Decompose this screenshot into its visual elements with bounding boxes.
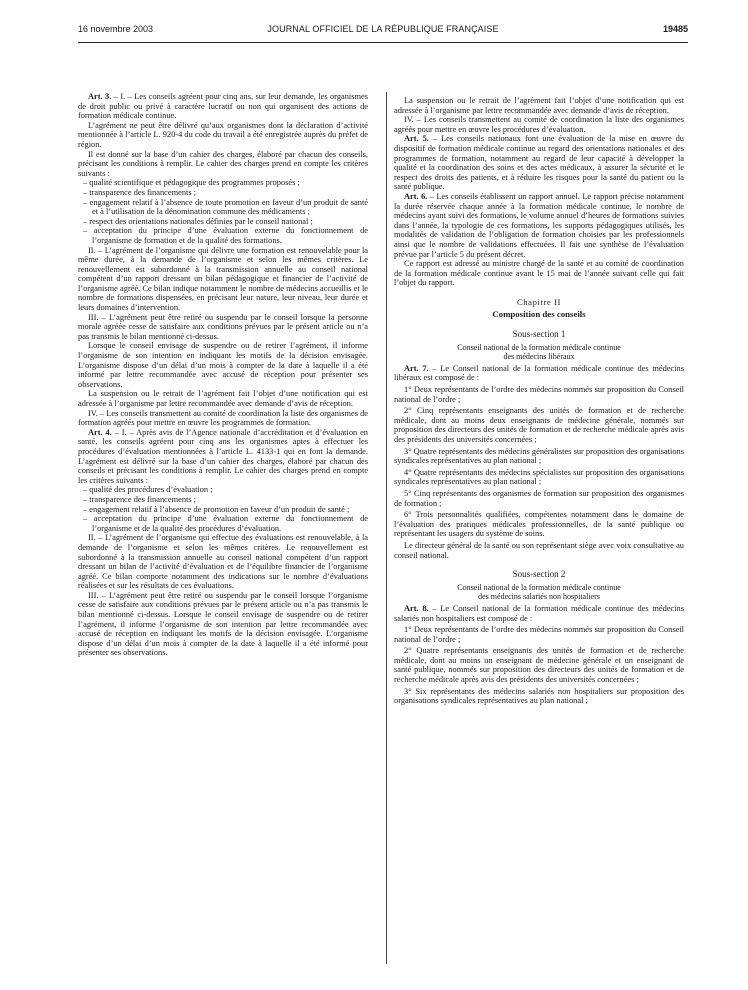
article-label: Art. 6. bbox=[404, 191, 428, 201]
list-item: 5° Cinq représentants des organismes de formation sur proposition des organismes de formation ; bbox=[394, 488, 684, 508]
paragraph-text: – Les conseils nationaux font une évaluation de la mise en œuvre du dispositif de formation médicale continue au regard des orientations nationales et des programmes de formation, notamment au regard de leur capacité à développer la qualité et la coordination des soins et des actes médicaux, à assurer la sécurité et le respect des droits des patients, et à réduire les risques pour la santé du patient ou la santé publique. bbox=[394, 134, 684, 192]
paragraph: L’agrément ne peut être délivré qu’aux organismes dont la déclaration d’activité mentionnée à l’article L. 920-4 du code du travail a été enregistrée auprès du préfet de région. bbox=[78, 120, 368, 149]
column-divider bbox=[386, 92, 387, 964]
paragraph: II. – L’agrément de l’organisme qui effectue des évaluations est renouvelable, à la demande de l’organisme et selon les mêmes critères. Le renouvellement est subordonné à la transmission annuelle au conseil national compétent d’un rapport dressant un bilan de l’activité d’évaluation et de l’équilibre financier de l’organisme agréé. Ce bilan comporte notamment des indications sur le nombre d’évaluations réalisées et sur les résultats de ces évaluations. bbox=[78, 533, 368, 591]
paragraph-text: – I. – Les conseils agréent pour cinq ans, sur leur demande, les organismes de droit public ou privé à caractère lucratif ou non qui organisent des actions de formation médicale continue. bbox=[78, 92, 368, 121]
article-label: Art. 7. bbox=[404, 363, 429, 373]
subsection-title-line: Conseil national de la formation médicale continue bbox=[457, 342, 621, 352]
paragraph: Ce rapport est adressé au ministre chargé de la santé et au comité de coordination de la formation médicale continue avant le 15 mai de l’année suivant celle qui fait l’objet du rapport. bbox=[394, 259, 684, 288]
paragraph-text: – Les conseils établissent un rapport annuel. Le rapport précise notamment la durée réservée chaque année à la formation médicale continue, le nombre de médecins ayant suivi des formations, le volume annuel d’heures de formations suivies dans l’année, la typologie de ces formations, les supports pédagogiques utilisés, les modalités de validation de l’obligation de formation choisies par les professionnels ainsi que le nombre de validations effectuées. Il fait une synthèse de l’évaluation prévue par l’article 5 du présent décret. bbox=[394, 191, 684, 259]
list-item: 1° Deux représentants de l’ordre des médecins nommés sur proposition du Conseil national de l’ordre ; bbox=[394, 625, 684, 644]
article-label: Art. 4. bbox=[88, 427, 112, 437]
subsection-title bbox=[394, 343, 684, 362]
list-item: 2° Quatre représentants enseignants des unités de formation et de recherche médicale, dont au moins un enseignant de médecine générale et un enseignant de santé publique, nommés sur proposition des directeurs des unités de formation et de recherche médicale après avis des présidents des universités concernées ; bbox=[394, 646, 684, 685]
article-5-paragraph bbox=[394, 134, 684, 192]
list-item: – respect des orientations nationales définies par le conseil national ; bbox=[83, 216, 313, 226]
criteria-list bbox=[78, 485, 368, 533]
chapter-title: Composition des conseils bbox=[492, 309, 586, 320]
list-item: – transparence des financements ; bbox=[83, 187, 197, 197]
subsection-title-line: des médecins libéraux bbox=[503, 352, 575, 362]
paragraph-text: – Le Conseil national de la formation médicale continue des médecins salariés non hospitaliers est composé de : bbox=[394, 603, 684, 623]
list-item: – acceptation du principe d’une évaluation externe du fonctionnement de l’organisme et de la qualité des procédures d’évaluation. bbox=[83, 514, 368, 533]
paragraph: Lorsque le conseil envisage de suspendre ou de retirer l’agrément, il informe l’organisme de son intention en indiquant les motifs de la décision envisagée. L’organisme dispose d’un délai d’un mois à compter de la date à laquelle il a été informé par lettre recommandée avec accusé de réception pour présenter ses observations. bbox=[78, 341, 368, 389]
paragraph: IV. – Les conseils transmettent au comité de coordination la liste des organismes agréés pour mettre en œuvre les procédures d’évaluation. bbox=[394, 115, 684, 134]
list-item: – qualité des procédures d’évaluation ; bbox=[83, 485, 213, 495]
list-item: – engagement relatif à l’absence de promotion en faveur d’un produit de santé ; bbox=[83, 504, 350, 514]
page-header bbox=[78, 24, 688, 38]
article-8-paragraph bbox=[394, 604, 684, 623]
list-item: – engagement relatif à l’absence de toute promotion en faveur d’un produit de santé et à l’utilisation de la dénomination commune des médicaments ; bbox=[83, 197, 368, 217]
article-label: Art. 3. bbox=[88, 92, 112, 101]
chapter-heading: Chapitre II bbox=[516, 296, 562, 307]
article-label: Art. 5. bbox=[404, 134, 429, 144]
header-rule bbox=[78, 42, 688, 43]
subsection-heading: Sous-section 1 bbox=[512, 329, 566, 340]
paragraph: III. – L’agrément peut être retiré ou suspendu par le conseil lorsque la personne morale agréée cesse de satisfaire aux conditions prévues par le présent article ou n’a pas transmis le bilan mentionné ci-dessus. bbox=[78, 312, 368, 341]
list-item: – transparence des financements ; bbox=[83, 494, 197, 504]
paragraph: III. – L’agrément peut être retiré ou suspendu par le conseil lorsque l’organisme cesse de satisfaire aux conditions prévues par le présent article ou n’a pas transmis le bilan mentionné ci-dessus. Lorsque le conseil envisage de suspendre ou de retirer l’agrément, il informe l’organisme de son intention par lettre recommandée avec accusé de réception en indiquant les motifs de la décision envisagée. L’organisme dispose d’un délai d’un mois à compter de la date à laquelle il a été informé pour présenter ses observations. bbox=[78, 590, 368, 658]
header-date: 16 novembre 2003 bbox=[78, 24, 154, 34]
list-item: 3° Quatre représentants des médecins généralistes sur proposition des organisations syndicales représentatives au plan national ; bbox=[394, 446, 684, 466]
list-item: 4° Quatre représentants des médecins spécialistes sur proposition des organisations syndicales représentatives au plan national ; bbox=[394, 467, 684, 487]
list-item: 6° Trois personnalités qualifiées, compétentes notamment dans le domaine de l’évaluation des pratiques médicales professionnelles, de la santé publique ou représentant les usagers du système de soins. bbox=[394, 510, 684, 539]
paragraph: La suspension ou le retrait de l’agrément fait l’objet d’une notification qui est adressée à l’organisme par lettre recommandée avec demande d’avis de réception. bbox=[78, 389, 368, 408]
page-number: 19485 bbox=[662, 24, 688, 34]
paragraph-text: – Le Conseil national de la formation médicale continue des médecins libéraux est composé de : bbox=[394, 363, 684, 383]
list-item: 3° Six représentants des médecins salariés non hospitaliers sur proposition des organisations syndicales représentatives au plan national ; bbox=[394, 686, 684, 706]
article-4-paragraph bbox=[78, 428, 368, 486]
criteria-list bbox=[78, 178, 368, 245]
paragraph: Le directeur général de la santé ou son représentant siège avec voix consultative au conseil national. bbox=[394, 540, 684, 560]
paragraph: II. – L’agrément de l’organisme qui délivre une formation est renouvelable pour la même durée, à la demande de l’organisme et selon les mêmes critères. Le renouvellement est subordonné à la transmission annuelle au conseil national compétent d’un rapport dressant un bilan pédagogique et financier de l’activité de l’organisme agréé. Ce bilan indique notamment le nombre de médecins accueillis et le nombre de formations dispensées, en précisant leur nature, leur niveau, leur durée et leurs domaines d’intervention. bbox=[78, 245, 368, 313]
subsection-title-line: Conseil national de la formation médicale continue bbox=[457, 582, 621, 592]
left-column bbox=[78, 92, 368, 658]
list-item: – acceptation du principe d’une évaluation externe du fonctionnement de l’organisme de formation et de la qualité des formations. bbox=[83, 226, 368, 245]
subsection-title bbox=[394, 583, 684, 602]
list-item: 1° Deux représentants de l’ordre des médecins nommés sur proposition du Conseil national de l’ordre ; bbox=[394, 385, 684, 404]
subsection-heading: Sous-section 2 bbox=[512, 569, 566, 580]
paragraph: IV. – Les conseils transmettent au comité de coordination la liste des organismes de formation agréés pour mettre en œuvre les programmes de formation. bbox=[78, 408, 368, 428]
article-6-paragraph bbox=[394, 192, 684, 259]
journal-title: JOURNAL OFFICIEL DE LA RÉPUBLIQUE FRANÇAISE bbox=[267, 24, 499, 34]
list-item: – qualité scientifique et pédagogique des programmes proposés ; bbox=[83, 178, 300, 188]
right-column bbox=[394, 96, 684, 706]
article-label: Art. 8. bbox=[404, 603, 429, 613]
article-7-paragraph bbox=[394, 364, 684, 383]
paragraph: Il est donné sur la base d’un cahier des charges, élaboré par chacun des conseils, précisant les conditions à remplir. Le cahier des charges prend en compte les critères suivants : bbox=[78, 149, 368, 178]
list-item: 2° Cinq représentants enseignants des unités de formation et de recherche médicale, dont au moins deux enseignants de médecine générale, nommés sur proposition des directeurs des unités de formation et de recherche médicale après avis des présidents des universités concernées ; bbox=[394, 406, 684, 444]
subsection-title-line: des médecins salariés non hospitaliers bbox=[478, 592, 600, 602]
paragraph-text: – I. – Après avis de l’Agence nationale d’accréditation et d’évaluation en santé, les conseils agréent pour cinq ans les organismes aptes à effectuer les procédures d’évaluation mentionnées à l’article L. 4133-1 qui en font la demande. L’agrément est délivré sur la base d’un cahier des charges, élaboré par chacun des conseils et précisant les conditions à remplir. Le cahier des charges prend en compte les critères suivants : bbox=[78, 427, 368, 485]
article-3-paragraph bbox=[78, 92, 368, 121]
paragraph: La suspension ou le retrait de l’agrément fait l’objet d’une notification qui est adressée à l’organisme par lettre recommandée avec demande d’avis de réception. bbox=[394, 96, 684, 115]
